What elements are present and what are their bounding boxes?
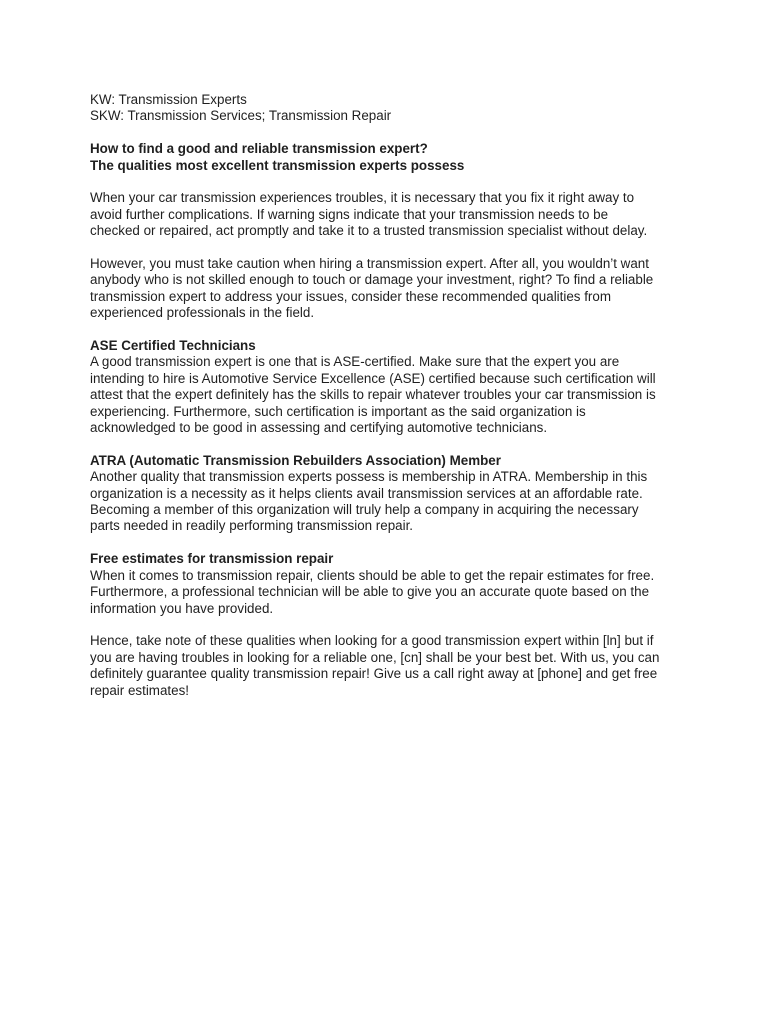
sub-heading: The qualities most excellent transmission experts possess <box>90 157 465 173</box>
paragraph-line: repair estimates! <box>90 682 189 698</box>
paragraph-line: intending to hire is Automotive Service Excellence (ASE) certified because such certification will <box>90 370 656 386</box>
main-heading: How to find a good and reliable transmission expert? <box>90 141 428 157</box>
section-body-free-estimates <box>90 568 690 617</box>
intro-paragraph-1 <box>90 190 690 239</box>
spacer <box>90 535 690 551</box>
paragraph-line: When your car transmission experiences troubles, it is necessary that you fix it right away to <box>90 190 635 206</box>
spacer <box>90 240 690 256</box>
spacer <box>90 125 690 141</box>
paragraph-line: However, you must take caution when hiring a transmission expert. After all, you wouldn’t want <box>90 256 649 272</box>
paragraph-line: Hence, take note of these qualities when looking for a good transmission expert within [ln] but if <box>90 633 654 649</box>
paragraph-line: avoid further complications. If warning signs indicate that your transmission needs to be <box>90 206 609 222</box>
paragraph-line: Becoming a member of this organization will truly help a company in acquiring the necessary <box>90 502 639 518</box>
keyword-line: KW: Transmission Experts <box>90 92 247 107</box>
paragraph-line: parts needed in readily performing transmission repair. <box>90 518 414 534</box>
section-title-atra: ATRA (Automatic Transmission Rebuilders Association) Member <box>90 452 501 468</box>
spacer <box>90 174 690 190</box>
paragraph-line: checked or repaired, act promptly and take it to a trusted transmission specialist without delay. <box>90 223 648 239</box>
paragraph-line: definitely guarantee quality transmission repair! Give us a call right away at [phone] and get free <box>90 666 658 682</box>
paragraph-line: acknowledged to be good in assessing and certifying automotive technicians. <box>90 420 548 436</box>
paragraph-line: When it comes to transmission repair, clients should be able to get the repair estimates for free. <box>90 567 655 583</box>
paragraph-line: attest that the expert definitely has the skills to repair whatever troubles your car transmission is <box>90 387 656 403</box>
paragraph-line: anybody who is not skilled enough to touch or damage your investment, right? To find a reliable <box>90 272 654 288</box>
section-body-ase <box>90 354 690 436</box>
paragraph-line: organization is a necessity as it helps clients avail transmission services at an affordable rate. <box>90 485 643 501</box>
spacer <box>90 436 690 452</box>
document-page <box>90 92 690 699</box>
spacer <box>90 322 690 338</box>
paragraph-line: Furthermore, a professional technician will be able to give you an accurate quote based on the <box>90 584 650 600</box>
secondary-keyword-line: SKW: Transmission Services; Transmission Repair <box>90 108 392 124</box>
paragraph-line: you are having troubles in looking for a reliable one, [cn] shall be your best bet. With us, you can <box>90 649 660 665</box>
paragraph-line: experienced professionals in the field. <box>90 305 315 321</box>
paragraph-line: information you have provided. <box>90 600 274 616</box>
closing-paragraph <box>90 633 690 699</box>
paragraph-line: Another quality that transmission experts possess is membership in ATRA. Membership in this <box>90 469 648 485</box>
paragraph-line: experiencing. Furthermore, such certification is important as the said organization is <box>90 403 586 419</box>
section-title-ase: ASE Certified Technicians <box>90 338 256 354</box>
spacer <box>90 617 690 633</box>
paragraph-line: transmission expert to address your issues, consider these recommended qualities from <box>90 288 611 304</box>
intro-paragraph-2 <box>90 256 690 322</box>
section-body-atra <box>90 469 690 535</box>
paragraph-line: A good transmission expert is one that is ASE-certified. Make sure that the expert you are <box>90 354 620 370</box>
section-title-free-estimates: Free estimates for transmission repair <box>90 551 334 567</box>
